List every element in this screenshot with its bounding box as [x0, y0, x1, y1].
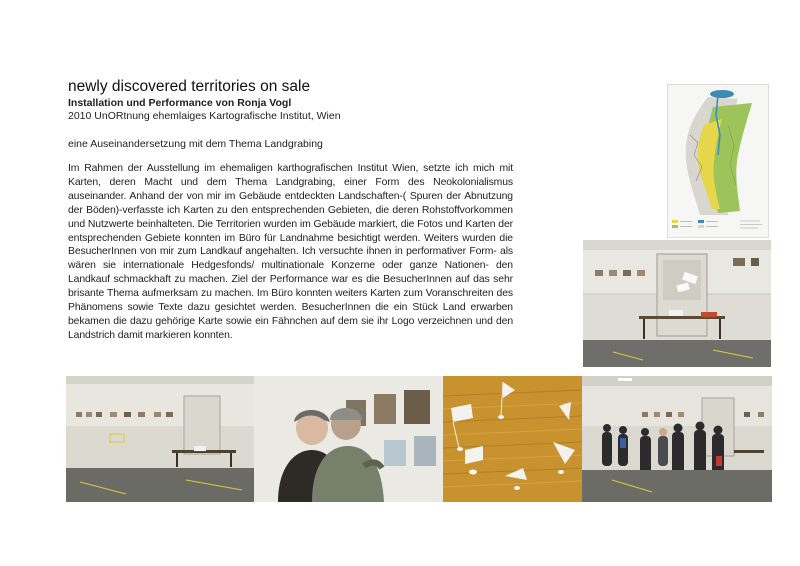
page-title: newly discovered territories on sale	[68, 78, 311, 95]
page-subtitle: Installation und Performance von Ronja Vogl	[68, 97, 292, 109]
exhibition-room-photo	[583, 240, 771, 367]
venue-line: 2010 UnORtnung ehemlaiges Kartografische Institut, Wien	[68, 110, 341, 122]
body-paragraph: Im Rahmen der Ausstellung im ehemaligen karthografischen Institut Wien, setzte ich mich mit Karten, deren Macht und dem Thema Landgrabing, einer Form des Neokolonialismus auseinander. Anhand der von mir im Gebäude entdeckten Landschaften-( Spuren der Abnutzung der Böden)-verfasste ich Karten zu den entsprechenden Gebieten, die deren Rohstoffvorkommen und Nutzwerte beinhalteten. Die Territorien wurden im Gebäude markiert, die Fotos und Karten der entsprechenden Gebiete konnten im Büro für Landnahme besichtigt werden. Weiters wurden die BesucherInnen von mir zum Landkauf angehalten. Ich versuchte ihnen in performativer Form- als wären sie internationale Hedgesfonds/ multinationale Konzerne oder ganze Nationen- den Landkauf schmackhaft zu machen. Ziel der Performance war es die BesucherInnen auf das sehr brisante Thema aufmerksam zu machen. Im Büro konnten weiters Karten zum Voranschreiten des Phänomens sowie Texte dazu gesichtet werden. BesucherInnen die ein Stück Land erwarben bekamen die dazu gehörige Karte sowie ein Fähnchen auf dem sie ihr Logo verzeichnen und den Landstrich damit markieren konnten.	[68, 163, 513, 341]
theme-line: eine Auseinandersetzung mit dem Thema Landgrabing	[68, 138, 323, 150]
gallery-wall-photo	[66, 376, 254, 502]
territory-map-image	[667, 84, 769, 238]
flags-on-floor-photo	[443, 376, 582, 502]
photo-strip	[66, 376, 772, 502]
visitor-group-photo	[582, 376, 772, 502]
visitors-viewing-photo	[254, 376, 443, 502]
